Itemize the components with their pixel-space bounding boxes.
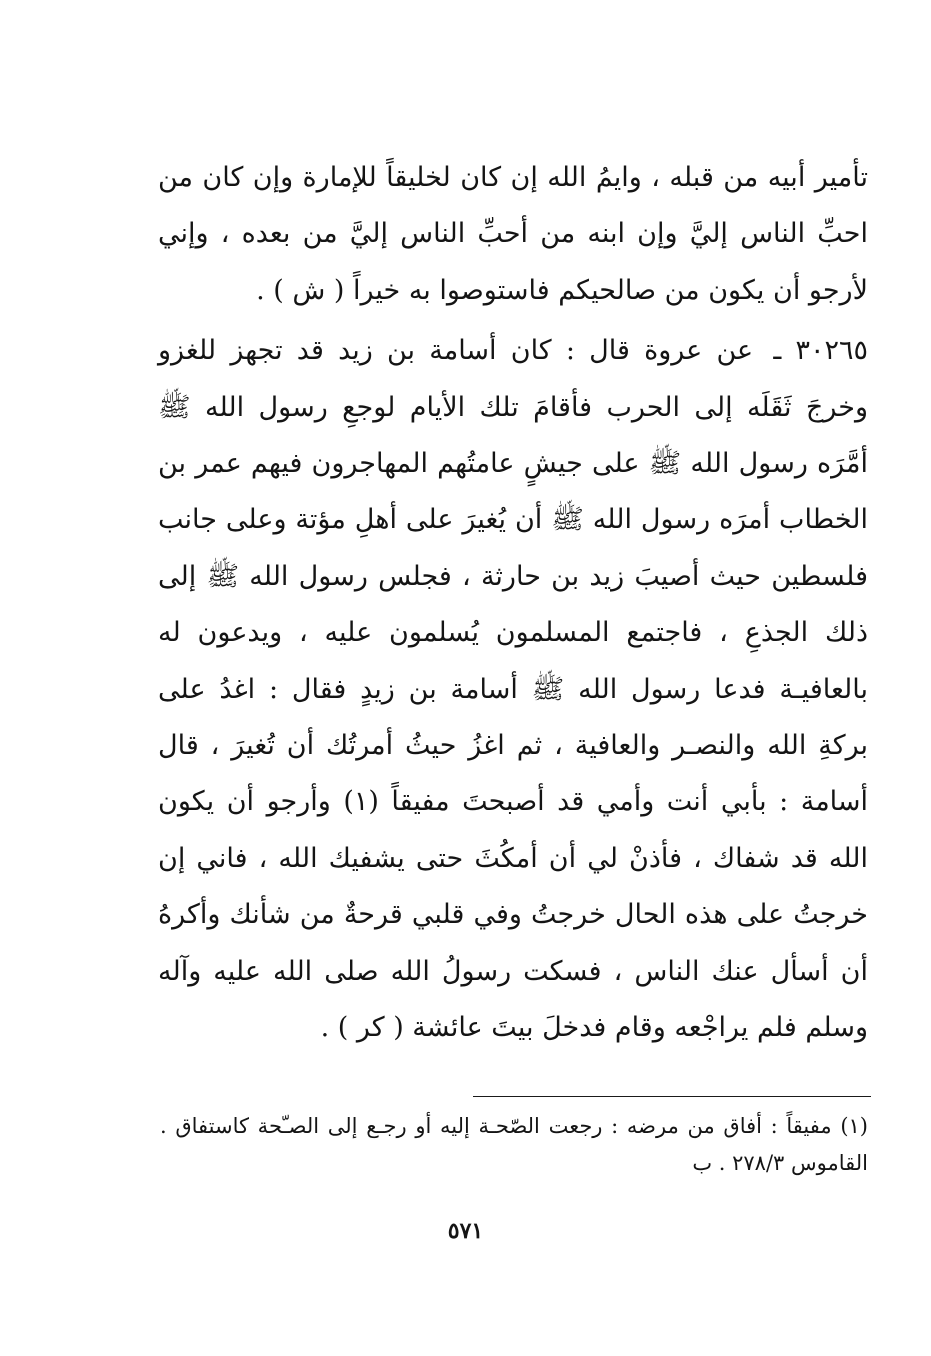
footnote — [160, 1108, 868, 1182]
footnote-divider — [473, 1096, 871, 1097]
paragraph-text: تأمير أبيه من قبله ، وايمُ الله إن كان لخليقاً للإمارة وإن كان من احبِّ الناس إليَّ وإن ابنه من أحبِّ الناس إليَّ من بعده ، وإني لأرجو أن يكون من صالحيكم فاستوصوا به خيراً ( ش ) . — [158, 162, 868, 306]
footnote-text: (١) مفيقاً : أفاق من مرضه : رجعت الصّحـة إليه أو رجـع إلى الصـّحة كاستفاق . القاموس ٢٧٨/٣ . ب — [160, 1114, 868, 1175]
paragraph-text: عن عروة قال : كان أسامة بن زيد قد تجهز للغزو وخرجَ ثَقَلَه إلى الحرب فأقامَ تلك الأيام لوجعِ رسول الله ﷺ أمَّرَه رسول الله ﷺ على جيشٍ عامتُهم المهاجرون فيهم عمر بن الخطاب أمرَه رسول الله ﷺ أن يُغيرَ على أهلِ مؤتة وعلى جانب فلسطين حيث أصيبَ زيد بن حارثة ، فجلس رسول الله ﷺ إلى ذلك الجذعِ ، فاجتمع المسلمون يُسلمون عليه ، ويدعون له بالعافيـة فدعا رسول الله ﷺ أسامة بن زيدٍ فقال : اغدُ على بركةِ الله والنصـر والعافية ، ثم اغزُ حيثُ أمرتُك أن تُغيرَ ، قال أسامة : بأبي أنت وأمي قد أصبحتَ مفيقاً (١) وأرجو أن يكون الله قد شفاك ، فأذنْ لي أن أمكُثَ حتى يشفيك الله ، فاني إن خرجتُ على هذه الحال خرجتُ وفي قلبي قرحةٌ من شأنك وأكرهُ أن أسأل عنك الناس ، فسكت رسولُ الله صلى الله عليه وآله وسلم فلم يراجْعه وقام فدخلَ بيتَ عائشة ( كر ) . — [158, 335, 869, 1044]
hadith-number: ٣٠٢٦٥ ـ — [773, 335, 868, 367]
paragraph-hadith — [158, 323, 868, 1056]
paragraph-continuation — [158, 150, 868, 319]
main-text — [158, 150, 868, 1057]
page-number: ٥٧١ — [447, 1218, 484, 1244]
